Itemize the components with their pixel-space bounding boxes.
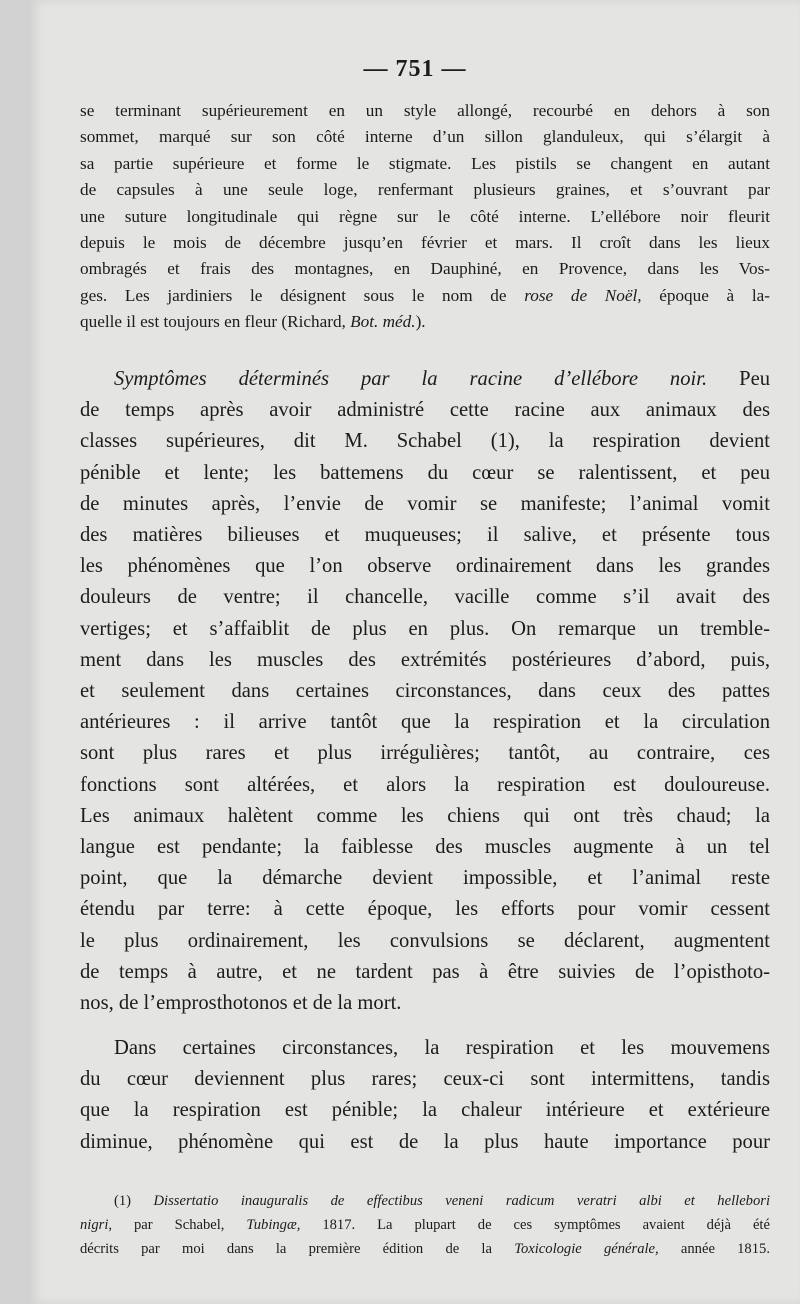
text-line: Dans certaines circonstances, la respiration et les mouvemens [114, 1037, 770, 1059]
text-line: une suture longitudinale qui règne sur le côté interne. L’ellébore noir fleurit [80, 206, 770, 226]
text-line: que la respiration est pénible; la chaleur intérieure et extérieure [80, 1099, 770, 1122]
text-line [80, 283, 770, 309]
footnote-line [80, 1213, 770, 1237]
text-line: pénible et lente; les battemens du cœur se ralentissent, et peu [80, 461, 770, 484]
text-line [80, 309, 770, 335]
text-line: étendu par terre: à cette époque, les efforts pour vomir cessent [80, 898, 770, 921]
italic-term: Bot. méd. [350, 312, 416, 332]
text-line: diminue, phénomène qui est de la plus haute importance pour [80, 1130, 770, 1153]
footnote-author: par Schabel, [134, 1217, 225, 1233]
text-line: nos, de l’emprosthotonos et de la mort. [80, 992, 402, 1015]
symptoms-section [80, 364, 770, 1019]
intro-paragraph [80, 98, 770, 336]
text-line: les phénomènes que l’on observe ordinairement dans les grandes [80, 555, 770, 578]
page-number: — 751 — [363, 56, 467, 82]
footnote-text: année 1815. [680, 1241, 770, 1257]
footnote-line [80, 1189, 770, 1213]
text-line: de minutes après, l’envie de vomir se manifeste; l’animal vomit [80, 492, 770, 515]
section-heading-line [80, 364, 770, 395]
footnote-marker: (1) [114, 1193, 132, 1209]
text-line: classes supérieures, dit M. Schabel (1), la respiration devient [80, 430, 770, 453]
text-line: point, que la démarche devient impossible, et l’animal reste [80, 867, 770, 890]
text-line: sommet, marqué sur son côté interne d’un sillon glanduleux, qui s’élargit à [80, 127, 770, 147]
document-page [30, 0, 800, 1304]
section-heading: Symptômes déterminés par la racine d’ellébore noir. [114, 368, 708, 390]
text-line: du cœur deviennent plus rares; ceux-ci sont intermittens, tandis [80, 1068, 770, 1091]
text-line: de temps après avoir administré cette racine aux animaux des [80, 399, 770, 422]
text-line: vertiges; et s’affaiblit de plus en plus. On remarque un tremble- [80, 617, 770, 640]
text-line: des matières bilieuses et muqueuses; il salive, et présente tous [80, 524, 770, 547]
footnote-place: Tubingæ, [246, 1217, 301, 1233]
text-segment: ges. Les jardiniers le désignent sous le nom de [80, 285, 507, 305]
text-line: de temps à autre, et ne tardent pas à être suivies de l’opisthoto- [80, 960, 770, 983]
text-line: sont plus rares et plus irrégulières; tantôt, au contraire, ces [80, 742, 770, 765]
footnote-title: Dissertatio inauguralis de effectibus veneni radicum veratri albi et hellebori [153, 1193, 770, 1209]
text-line: se terminant supérieurement en un style allongé, recourbé en dehors à son [80, 101, 770, 120]
italic-term: rose de Noël, [524, 285, 642, 305]
text-segment: Peu [739, 368, 770, 390]
text-line: Les animaux halètent comme les chiens qui ont très chaud; la [80, 804, 770, 827]
text-segment: quelle il est toujours en fleur (Richard, [80, 312, 346, 332]
text-line: douleurs de ventre; il chancelle, vacille comme s’il avait des [80, 586, 770, 609]
text-line: le plus ordinairement, les convulsions se déclarent, augmentent [80, 929, 770, 952]
text-segment: ). [415, 312, 426, 332]
footnote-title-cont: nigri, [80, 1217, 113, 1233]
text-line: ment dans les muscles des extrémités postérieures d’abord, puis, [80, 648, 770, 671]
text-line: ombragés et frais des montagnes, en Dauphiné, en Provence, dans les Vos- [80, 259, 770, 279]
text-line: sa partie supérieure et forme le stigmate. Les pistils se changent en autant [80, 153, 770, 173]
footnote-text: décrits par moi dans la première édition de la [80, 1241, 492, 1257]
text-line: de capsules à une seule loge, renfermant plusieurs graines, et s’ouvrant par [80, 180, 770, 200]
footnote-text: 1817. La plupart de ces symptômes avaient déjà été [322, 1217, 770, 1233]
second-paragraph [80, 1033, 770, 1158]
footnote-line [80, 1237, 770, 1261]
text-line: depuis le mois de décembre jusqu’en février et mars. Il croît dans les lieux [80, 233, 770, 253]
text-line: fonctions sont altérées, et alors la respiration est douloureuse. [80, 773, 770, 796]
footnote [80, 1189, 770, 1261]
text-line: langue est pendante; la faiblesse des muscles augmente à un tel [80, 836, 770, 859]
text-line: et seulement dans certaines circonstances, dans ceux des pattes [80, 680, 770, 703]
text-segment: époque à la- [659, 285, 771, 305]
text-line: antérieures : il arrive tantôt que la respiration et la circulation [80, 711, 770, 734]
footnote-book: Toxicologie générale, [514, 1241, 659, 1257]
